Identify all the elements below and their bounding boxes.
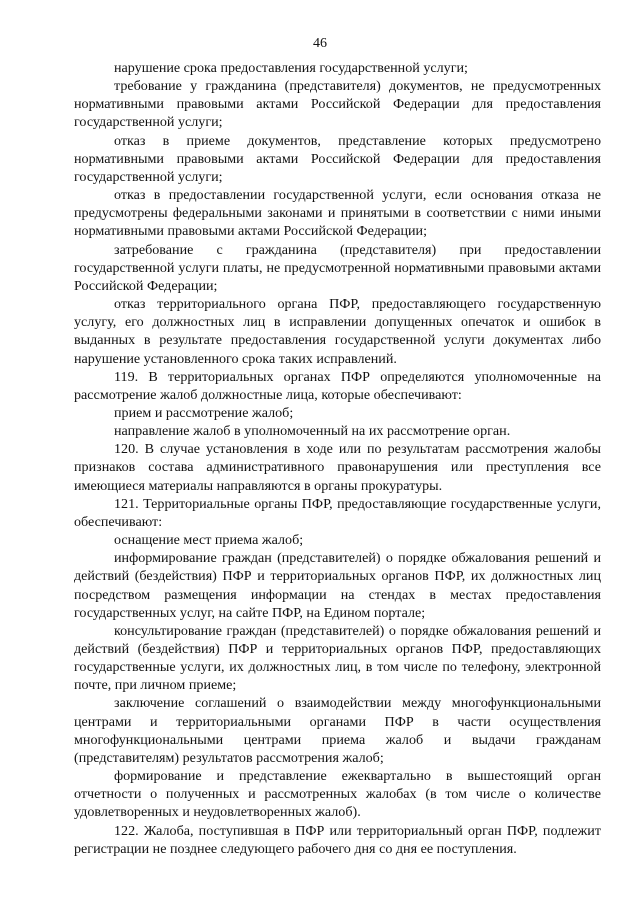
paragraph-violation-deadline: нарушение срока предоставления государственной услуги; [114, 60, 468, 76]
body-text [74, 59, 601, 858]
paragraph-refusal-service: отказ в предоставлении государственной услуги, если основания отказа не предусмотрены федеральными законами и принятыми в соответствии с ними иными нормативными правовыми актами Российской Федерации; [74, 187, 601, 240]
paragraph-122: 122. Жалоба, поступившая в ПФР или территориальный орган ПФР, подлежит регистрации не позднее следующего рабочего дня со дня ее поступления. [74, 822, 601, 857]
paragraph-receive-complaints: прием и рассмотрение жалоб; [114, 404, 294, 421]
paragraph-120: 120. В случае установления в ходе или по результатам рассмотрения жалобы признаков состава административного правонарушения или преступления все имеющиеся материалы направляются в органы прокуратуры. [74, 441, 601, 494]
paragraph-forward-complaints: направление жалоб в уполномоченный на их рассмотрение орган. [114, 423, 511, 440]
paragraph-equip-places: оснащение мест приема жалоб; [114, 532, 304, 549]
paragraph-demand-documents: требование у гражданина (представителя) документов, не предусмотренных нормативными правовыми актами Российской Федерации для предоставления государственной услуги; [74, 78, 601, 131]
paragraph-refusal-corrections: отказ территориального органа ПФР, предоставляющего государственную услугу, его должностных лиц в исправлении допущенных опечаток и ошибок в выданных в результате предоставления государственной услуги документах либо нарушение установленного срока таких исправлений. [74, 296, 601, 367]
paragraph-refusal-accept-documents: отказ в приеме документов, представление которых предусмотрено нормативными правовыми актами Российской Федерации для предоставления государственной услуги; [74, 132, 601, 185]
page-number: 46 [313, 36, 327, 51]
paragraph-121: 121. Территориальные органы ПФР, предоставляющие государственные услуги, обеспечивают: [74, 495, 601, 530]
paragraph-reporting: формирование и представление ежеквартально в вышестоящий орган отчетности о полученных и рассмотренных жалобах (в том числе о количестве удовлетворенных и неудовлетворенных жалоб). [74, 768, 601, 821]
paragraph-agreements: заключение соглашений о взаимодействии между многофункциональными центрами и территориальными органами ПФР в части осуществления многофункциональными центрами приема жалоб и выдачи гражданам (представителям) результатов рассмотрения жалоб; [74, 695, 601, 766]
paragraph-consulting: консультирование граждан (представителей) о порядке обжалования решений и действий (бездействия) ПФР и территориальных органов ПФР, предоставляющих государственные услуги, их должностных лиц, в том числе по телефону, электронной почте, при личном приеме; [74, 622, 601, 694]
paragraph-demand-payment: затребование с гражданина (представителя) при предоставлении государственной услуги платы, не предусмотренной нормативными правовыми актами Российской Федерации; [74, 241, 601, 294]
paragraph-informing: информирование граждан (представителей) о порядке обжалования решений и действий (бездействия) ПФР и территориальных органов ПФР, их должностных лиц посредством размещения информации на стендах в местах предоставления государственных услуг, на сайте ПФР, на Едином портале; [74, 550, 601, 621]
paragraph-119: 119. В территориальных органах ПФР определяются уполномоченные на рассмотрение жалоб должностные лица, которые обеспечивают: [74, 368, 601, 403]
